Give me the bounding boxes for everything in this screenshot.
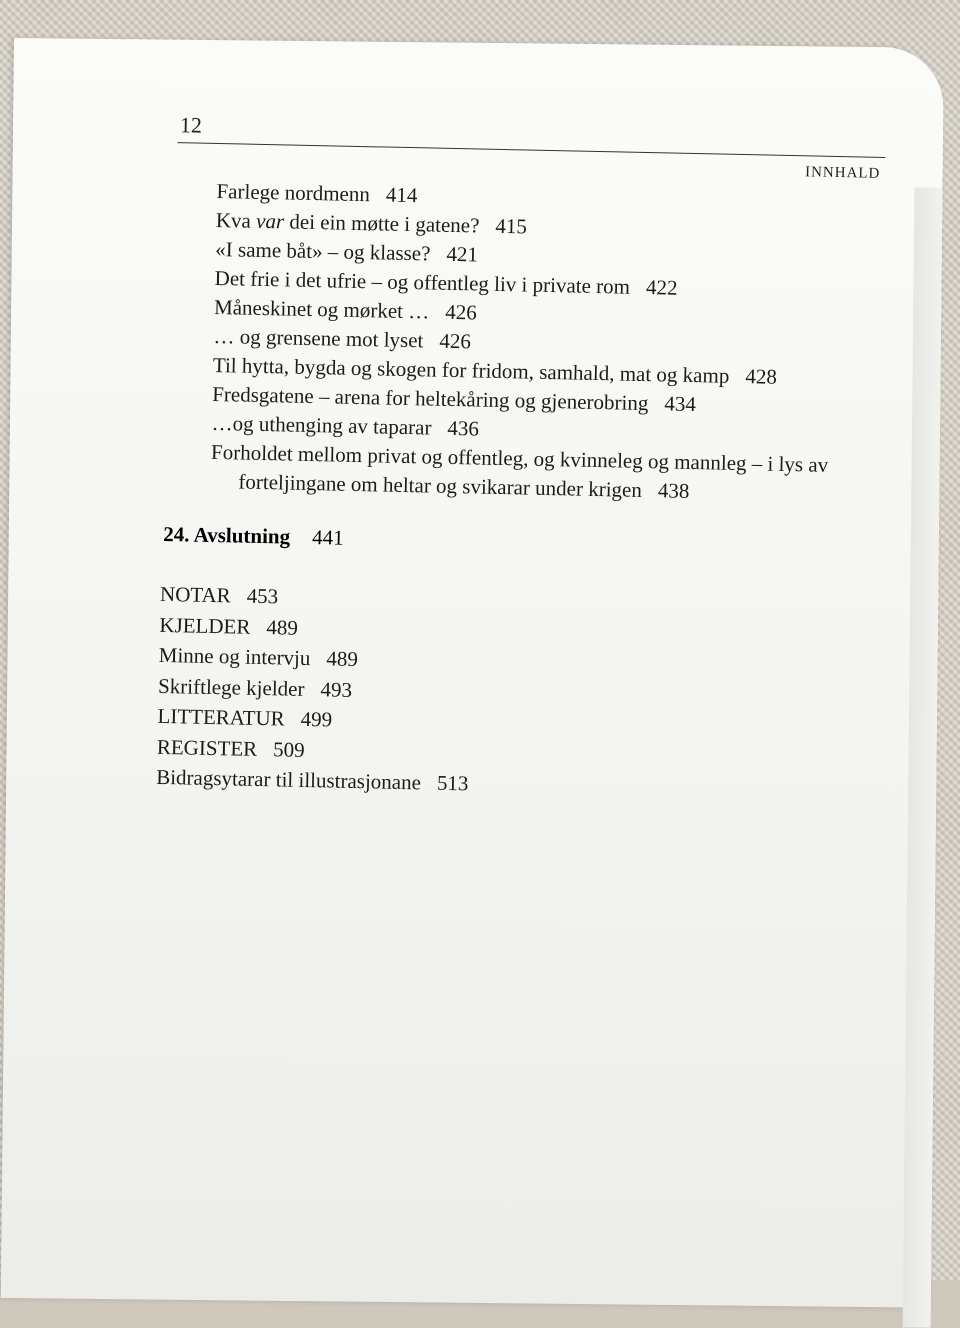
back-matter-item: REGISTER 509 <box>156 734 305 762</box>
toc-entry: Måneskinet og mørket … 426 <box>213 294 478 325</box>
back-matter-item: LITTERATUR 499 <box>157 703 333 732</box>
back-matter-item: Skriftlege kjelder 493 <box>157 673 353 702</box>
toc-entry: Det frie i det ufrie – og offentleg liv i private rom 422 <box>214 265 678 300</box>
toc-entry: …og uthenging av taparar 436 <box>211 410 480 441</box>
header-rule <box>178 142 886 158</box>
back-matter-item: KJELDER 489 <box>159 612 299 640</box>
back-matter-item: NOTAR 453 <box>159 581 279 609</box>
back-matter-list <box>156 582 473 802</box>
toc-entry: … og grensene mot lyset 426 <box>213 323 472 354</box>
toc-subsections <box>210 179 834 511</box>
toc-entry: Farlege nordmenn 414 <box>216 178 418 208</box>
toc-entry: Kva var dei ein møtte i gatene? 415 <box>215 207 528 239</box>
toc-entry-long: Forholdet mellom privat og offentleg, og kvinneleg og mannleg – i lys av <box>210 439 829 477</box>
toc-entry-long-continued: forteljingane om heltar og svikarar under krigen 438 <box>238 469 690 503</box>
toc-entry: Til hytta, bygda og skogen for fridom, samhald, mat og kamp 428 <box>212 352 778 389</box>
toc-entry: «I same båt» – og klasse? 421 <box>215 236 479 267</box>
back-matter-item: Bidragsytarar til illustrasjonane 513 <box>155 764 469 796</box>
toc-entry: Fredsgatene – arena for heltekåring og gjenerobring 434 <box>212 381 697 417</box>
page-number: 12 <box>179 112 203 138</box>
running-title: INNHALD <box>804 164 881 182</box>
back-matter-item: Minne og intervju 489 <box>158 642 359 672</box>
chapter-heading: 24. Avslutning 441 <box>163 521 344 550</box>
